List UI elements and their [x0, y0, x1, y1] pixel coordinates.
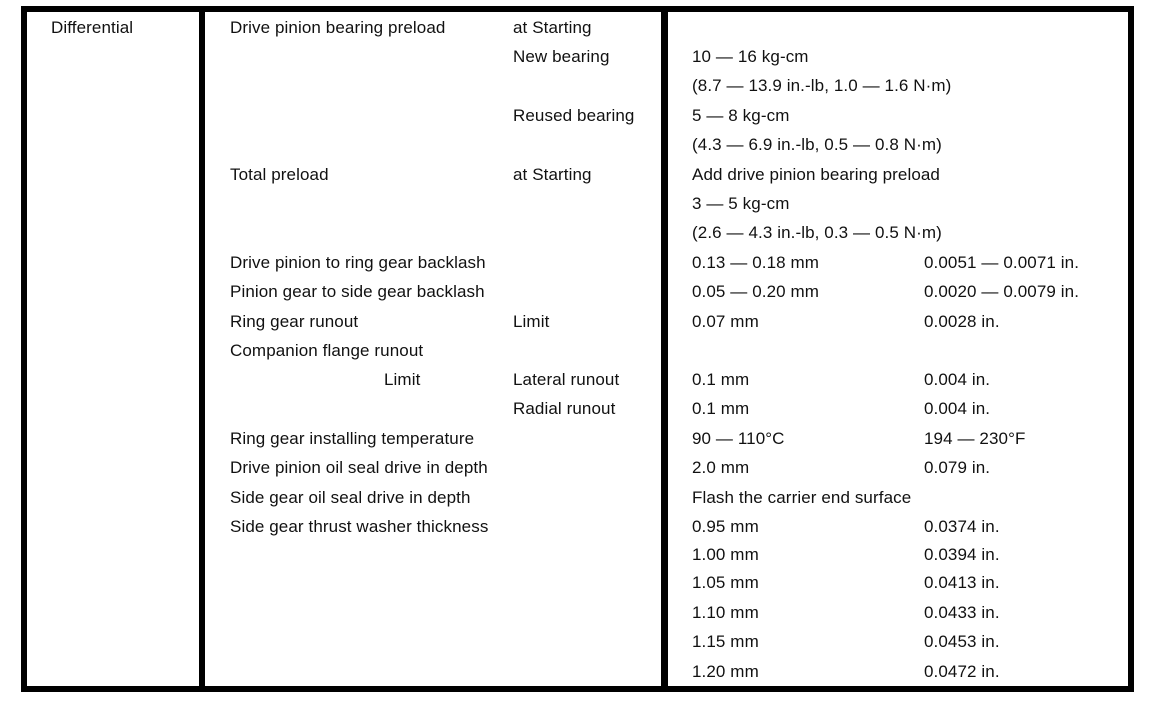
row-condition: Limit	[513, 312, 550, 331]
row-imperial-value: 0.0433 in.	[924, 603, 1000, 622]
row-imperial-value: 0.0374 in.	[924, 517, 1000, 536]
table-bottom-border	[21, 686, 1134, 692]
row-metric-value: 0.1 mm	[692, 370, 750, 389]
row-item: Side gear thrust washer thickness	[230, 517, 489, 536]
row-metric-value: 0.13 — 0.18 mm	[692, 253, 820, 272]
row-condition: at Starting	[513, 165, 592, 184]
row-metric-value: 0.05 — 0.20 mm	[692, 282, 820, 301]
row-item: Ring gear installing temperature	[230, 429, 475, 448]
row-metric-value: 0.95 mm	[692, 517, 759, 536]
row-imperial-value: 0.0413 in.	[924, 573, 1000, 592]
row-metric-value: 1.05 mm	[692, 573, 759, 592]
row-imperial-value: 0.004 in.	[924, 399, 991, 418]
table-top-border	[21, 6, 1134, 12]
row-imperial-value: 0.0453 in.	[924, 632, 1000, 651]
row-item: Drive pinion bearing preload	[230, 18, 446, 37]
row-item: Ring gear runout	[230, 312, 359, 331]
row-metric-value: 1.15 mm	[692, 632, 759, 651]
row-metric-value: 0.1 mm	[692, 399, 750, 418]
row-condition: Lateral runout	[513, 370, 620, 389]
row-item: Drive pinion oil seal drive in depth	[230, 458, 488, 477]
row-imperial-value: 0.0394 in.	[924, 545, 1000, 564]
table-left-border	[21, 6, 27, 692]
row-imperial-value: 0.0020 — 0.0079 in.	[924, 282, 1080, 301]
row-imperial-value: 0.0028 in.	[924, 312, 1000, 331]
row-item: Total preload	[230, 165, 329, 184]
row-metric-value: Add drive pinion bearing preload	[692, 165, 940, 184]
row-item: Companion flange runout	[230, 341, 424, 360]
row-metric-value: 5 — 8 kg-cm	[692, 106, 790, 125]
row-limit-label: Limit	[384, 370, 421, 389]
row-item: Pinion gear to side gear backlash	[230, 282, 485, 301]
row-imperial-value: 0.0051 — 0.0071 in.	[924, 253, 1080, 272]
row-condition: Reused bearing	[513, 106, 635, 125]
row-item: Drive pinion to ring gear backlash	[230, 253, 486, 272]
row-condition: New bearing	[513, 47, 610, 66]
row-metric-value: 1.00 mm	[692, 545, 759, 564]
column-divider-2	[661, 6, 668, 692]
row-condition: at Starting	[513, 18, 592, 37]
row-item: Side gear oil seal drive in depth	[230, 488, 471, 507]
row-metric-value: 3 — 5 kg-cm	[692, 194, 790, 213]
row-metric-value: Flash the carrier end surface	[692, 488, 912, 507]
row-imperial-value: 0.0472 in.	[924, 662, 1000, 681]
row-imperial-value: 194 — 230°F	[924, 429, 1026, 448]
row-imperial-value: 0.004 in.	[924, 370, 991, 389]
row-metric-value: (2.6 — 4.3 in.-lb, 0.3 — 0.5 N·m)	[692, 223, 942, 242]
row-metric-value: 2.0 mm	[692, 458, 750, 477]
row-metric-value: 0.07 mm	[692, 312, 759, 331]
column-divider-1	[199, 6, 205, 692]
table-right-border	[1128, 6, 1134, 692]
row-metric-value: 1.10 mm	[692, 603, 759, 622]
row-metric-value: 1.20 mm	[692, 662, 759, 681]
row-metric-value: 90 — 110°C	[692, 429, 785, 448]
row-metric-value: (4.3 — 6.9 in.-lb, 0.5 — 0.8 N·m)	[692, 135, 942, 154]
row-metric-value: (8.7 — 13.9 in.-lb, 1.0 — 1.6 N·m)	[692, 76, 952, 95]
row-condition: Radial runout	[513, 399, 616, 418]
row-imperial-value: 0.079 in.	[924, 458, 991, 477]
row-metric-value: 10 — 16 kg-cm	[692, 47, 809, 66]
section-title: Differential	[51, 18, 134, 37]
